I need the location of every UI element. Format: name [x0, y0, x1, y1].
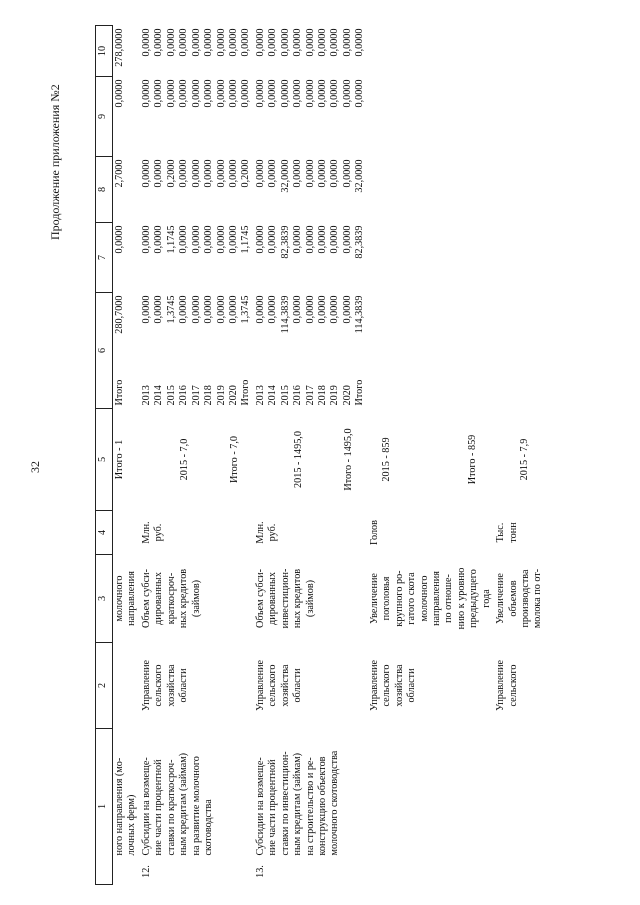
column-header-1: 1	[96, 729, 113, 885]
value-extrabudget	[368, 26, 494, 77]
table-row-15	[494, 26, 546, 885]
row-number	[113, 859, 140, 885]
year-list: 2013 2014 2015 2016 2017 2018 2019 2020 Итого	[140, 379, 252, 406]
appendix-title: Продолжение приложения №2	[48, 84, 62, 240]
indicator: Увеличение объемов производства молока по от-	[495, 568, 544, 629]
measure-name	[368, 729, 494, 859]
column-header-4: 4	[96, 511, 113, 555]
target-value: Итого - 1	[114, 439, 125, 480]
indicator: Увеличение поголовья крупного ро- гатого скота молочного направления по отноше- нию к уровню предыдущего года	[368, 567, 492, 630]
target-value	[140, 409, 254, 511]
target-value-year: 2015 - 7,9	[519, 438, 531, 481]
year-list: 2013 2014 2015 2016 2017 2018 2019 2020 Итого	[254, 379, 366, 406]
unit: Голов	[368, 520, 380, 545]
value-regional: 0,0000 0,0000 0,2000 0,0000 0,0000 0,0000 0,0000 0,0000 0,2000	[140, 159, 252, 188]
value-federal	[368, 223, 494, 293]
target-value-total: Итого - 1495,0	[343, 428, 355, 491]
value-extrabudget	[494, 26, 546, 77]
column-header-5: 5	[96, 409, 113, 511]
target-value-total: Итого - 859	[467, 434, 479, 485]
measure-name: Субсидии на возмеще- ние части процентной ставки по инвестицион- ным кредитам (займам) на строительство и ре- конструкцию объектов молочного скотоводства	[254, 750, 341, 856]
value-total: 0,0000 0,0000 1,3745 0,0000 0,0000 0,0000 0,0000 0,0000 1,3745	[140, 295, 252, 324]
target-value	[494, 409, 546, 511]
target-value	[368, 409, 494, 511]
year-list	[494, 369, 546, 409]
measure-name: ного направления (мо- лочных ферм)	[114, 757, 138, 856]
measure-name: Субсидии на возмеще- ние части процентной ставки по краткосроч- ным кредитам (займам) на развитие молочного скотоводства	[140, 752, 215, 856]
row-number: 12.	[140, 865, 152, 878]
measure-name	[494, 729, 546, 859]
target-value-year: 2015 - 7,0	[178, 438, 190, 481]
year-list	[368, 369, 494, 409]
value-extrabudget: 0,0000 0,0000 0,0000 0,0000 0,0000 0,0000 0,0000 0,0000 0,0000	[140, 28, 252, 57]
row-number	[494, 859, 546, 885]
value-federal: 0,0000 0,0000 82,3839 0,0000 0,0000 0,0000 0,0000 0,0000 82,3839	[254, 225, 366, 259]
value-regional	[368, 157, 494, 223]
responsible: Управление сельского хозяйства области	[140, 659, 190, 712]
value-local: 0,0000 0,0000 0,0000 0,0000 0,0000 0,0000 0,0000 0,0000 0,0000	[254, 79, 366, 108]
value-local: 0,0000	[114, 79, 125, 108]
year-cell: Итого	[114, 379, 125, 406]
value-regional: 0,0000 0,0000 32,0000 0,0000 0,0000 0,0000 0,0000 0,0000 32,0000	[254, 159, 366, 193]
value-total: 0,0000 0,0000 114,3839 0,0000 0,0000 0,0000 0,0000 0,0000 114,3839	[254, 295, 366, 334]
unit: Млн. руб.	[254, 521, 279, 544]
column-header-9: 9	[96, 77, 113, 157]
unit: Тыс. тонн	[495, 522, 519, 543]
indicator: Объем субси- дированных краткосроч- ных кредитов (займов)	[140, 568, 202, 629]
responsible: Управление сельского хозяйства области	[368, 659, 418, 712]
value-extrabudget: 0,0000 0,0000 0,0000 0,0000 0,0000 0,0000 0,0000 0,0000 0,0000	[254, 28, 366, 57]
column-header-8: 8	[96, 157, 113, 223]
value-federal: 0,0000 0,0000 1,1745 0,0000 0,0000 0,0000 0,0000 0,0000 1,1745	[140, 225, 252, 254]
unit	[113, 511, 140, 555]
value-total	[368, 293, 494, 369]
target-value-year: 2015 - 1495,0	[292, 431, 304, 488]
column-header-10: 10	[96, 26, 113, 77]
rotated-table-container	[95, 25, 635, 885]
table-row-12	[140, 26, 254, 885]
row-number: 13.	[254, 865, 266, 878]
value-regional	[494, 157, 546, 223]
indicator: Объем субси- дированных инвестицион- ных кредитов (займов)	[254, 568, 316, 629]
value-total	[494, 293, 546, 369]
responsible: Управление сельского хозяйства области	[254, 659, 304, 712]
row-number	[368, 859, 494, 885]
target-value-total: Итого - 7,0	[229, 436, 241, 484]
value-federal	[494, 223, 546, 293]
page-number: 32	[28, 461, 42, 473]
column-number-row	[96, 26, 113, 885]
value-local: 0,0000 0,0000 0,0000 0,0000 0,0000 0,0000 0,0000 0,0000 0,0000	[140, 79, 252, 108]
target-value	[254, 409, 368, 511]
responsible	[113, 643, 140, 729]
value-local	[494, 77, 546, 157]
table-row-14	[368, 26, 494, 885]
column-header-7: 7	[96, 223, 113, 293]
value-local	[368, 77, 494, 157]
value-extrabudget: 278,0000	[114, 28, 125, 67]
value-regional: 2,7000	[114, 159, 125, 188]
carryover-row	[113, 26, 140, 885]
value-federal: 0,0000	[114, 225, 125, 254]
column-header-6: 6	[96, 293, 113, 409]
target-value-year: 2015 - 859	[380, 437, 392, 482]
unit: Млн. руб.	[140, 521, 165, 544]
value-total: 280,7000	[114, 295, 125, 334]
table-row-13	[254, 26, 368, 885]
column-header-2: 2	[96, 643, 113, 729]
indicators-table	[95, 25, 546, 885]
indicator: молочного направления	[114, 571, 138, 626]
responsible: Управление сельского	[495, 659, 519, 712]
column-header-3: 3	[96, 555, 113, 643]
